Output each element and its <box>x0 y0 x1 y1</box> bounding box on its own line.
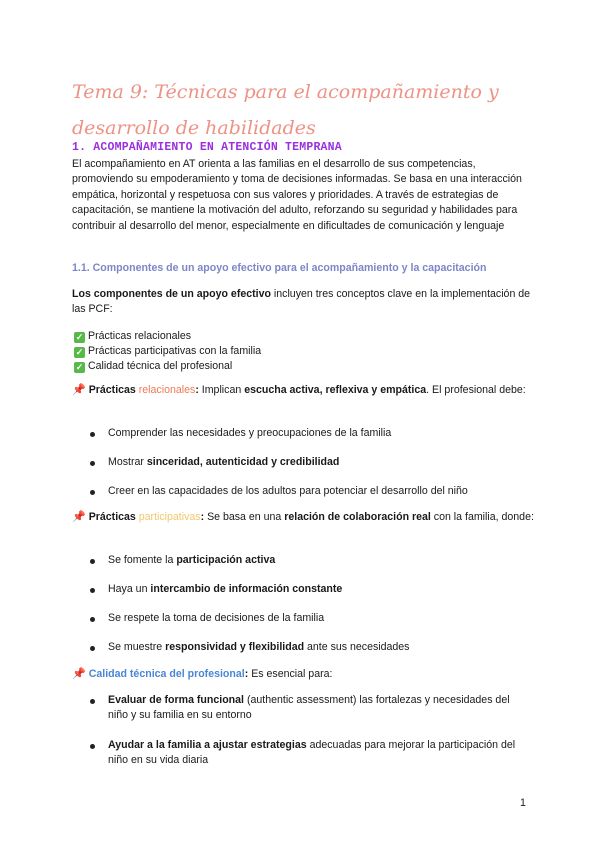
checklist-item: ✓ Calidad técnica del profesional <box>75 360 233 372</box>
bullet-icon <box>90 432 95 437</box>
check-icon: ✓ <box>75 347 84 357</box>
bullet-icon <box>90 461 95 466</box>
calidad-paragraph: 📌 Calidad técnica del profesional: Es esencial para: <box>72 668 333 680</box>
bullet-icon <box>90 588 95 593</box>
document-page: Tema 9: Técnicas para el acompañamiento y desarrollo de habilidades 1. ACOMPAÑAMIENTO EN ATENCIÓN TEMPRANA El acompañamiento en AT orienta a las familias en el desarrollo de sus competencias, promoviendo su empoderamiento y toma de decisiones informadas. Se basa en una interacción empática, horizontal y respetuosa con sus valores y prioridades. A través de estrategias de capacitación, se mantiene la motivación del adulto, reforzando su seguridad y habilidades para contribuir al desarrollo del menor, especialmente en dificultades de comunicación y lenguaje 1.1. Componentes de un apoyo efectivo para el acompañamiento y la capacitación Los componentes de un apoyo efectivo incluyen tres conceptos clave en la implementación de las PCF: ✓ Prácticas relacionales ✓ Prácticas participativas con la familia ✓ Calidad técnica del profesional 📌 Prácticas relacionales: Implican escucha activa, reflexiva y empática. El profesional debe: Comprender las necesidades y preocupaciones de la familia Mostrar sinceridad, autenticidad y credibilidad Creer en las capacidades de los adultos para potenciar el desarrollo del niño 📌 Prácticas participativas: Se basa en una relación de colaboración real con la familia, donde: Se fomente la participación activa Haya un intercambio de información constante Se respete la toma de decisiones de la familia Se muestre responsividad y flexibilidad ante sus necesidades 📌 Calidad técnica del profesional: Es esencial para: Evaluar de forma funcional (authentic assessment) las fortalezas y necesidades del niño y su familia en su entorno Ayudar a la familia a ajustar estrategias adecuadas para mejorar la participación del niño en su vida diaria 1 <box>0 0 600 848</box>
participativas-label: participativas <box>138 511 201 523</box>
check-icon: ✓ <box>75 362 84 372</box>
pushpin-icon: 📌 <box>72 384 86 396</box>
relacionales-paragraph: 📌 Prácticas relacionales: Implican escucha activa, reflexiva y empática. El profesional debe: <box>72 384 526 396</box>
checklist-item: ✓ Prácticas relacionales <box>75 330 192 342</box>
calidad-label: Calidad técnica del profesional <box>88 668 245 680</box>
pushpin-icon: 📌 <box>72 511 86 523</box>
bullet-icon <box>90 617 95 622</box>
bullet-icon <box>90 699 95 704</box>
components-paragraph <box>72 287 534 318</box>
pushpin-icon: 📌 <box>72 668 86 680</box>
intro-paragraph: El acompañamiento en AT orienta a las familias en el desarrollo de sus competencias, promoviendo su empoderamiento y toma de decisiones informadas. Se basa en una interacción empática, horizontal y respetuosa con sus valores y prioridades. A través de estrategias de capacitación, se mantiene la motivación del adulto, reforzando su seguridad y habilidades para contribuir al desarrollo del menor, especialmente en dificultades de comunicación y lenguaje <box>72 158 522 232</box>
bullet-icon <box>90 559 95 564</box>
relacionales-label: relacionales <box>138 384 196 396</box>
checklist-item: ✓ Prácticas participativas con la familia <box>75 345 262 357</box>
bullet-icon <box>90 646 95 651</box>
section-heading: 1. ACOMPAÑAMIENTO EN ATENCIÓN TEMPRANA <box>72 141 342 154</box>
subsection-heading: 1.1. Componentes de un apoyo efectivo para el acompañamiento y la capacitación <box>72 262 487 274</box>
page-number: 1 <box>520 797 526 809</box>
check-icon: ✓ <box>75 332 84 342</box>
bullet-icon <box>90 744 95 749</box>
components-bold: Los componentes de un apoyo efectivo <box>72 288 271 300</box>
bullet-icon <box>90 490 95 495</box>
page-title: Tema 9: Técnicas para el acompañamiento y desarrollo de habilidades <box>72 81 499 139</box>
participativas-paragraph: 📌 Prácticas participativas: Se basa en una relación de colaboración real con la familia, donde: <box>72 511 534 523</box>
components-rest: incluyen tres conceptos clave en la implementación de las PCF: <box>72 288 531 316</box>
